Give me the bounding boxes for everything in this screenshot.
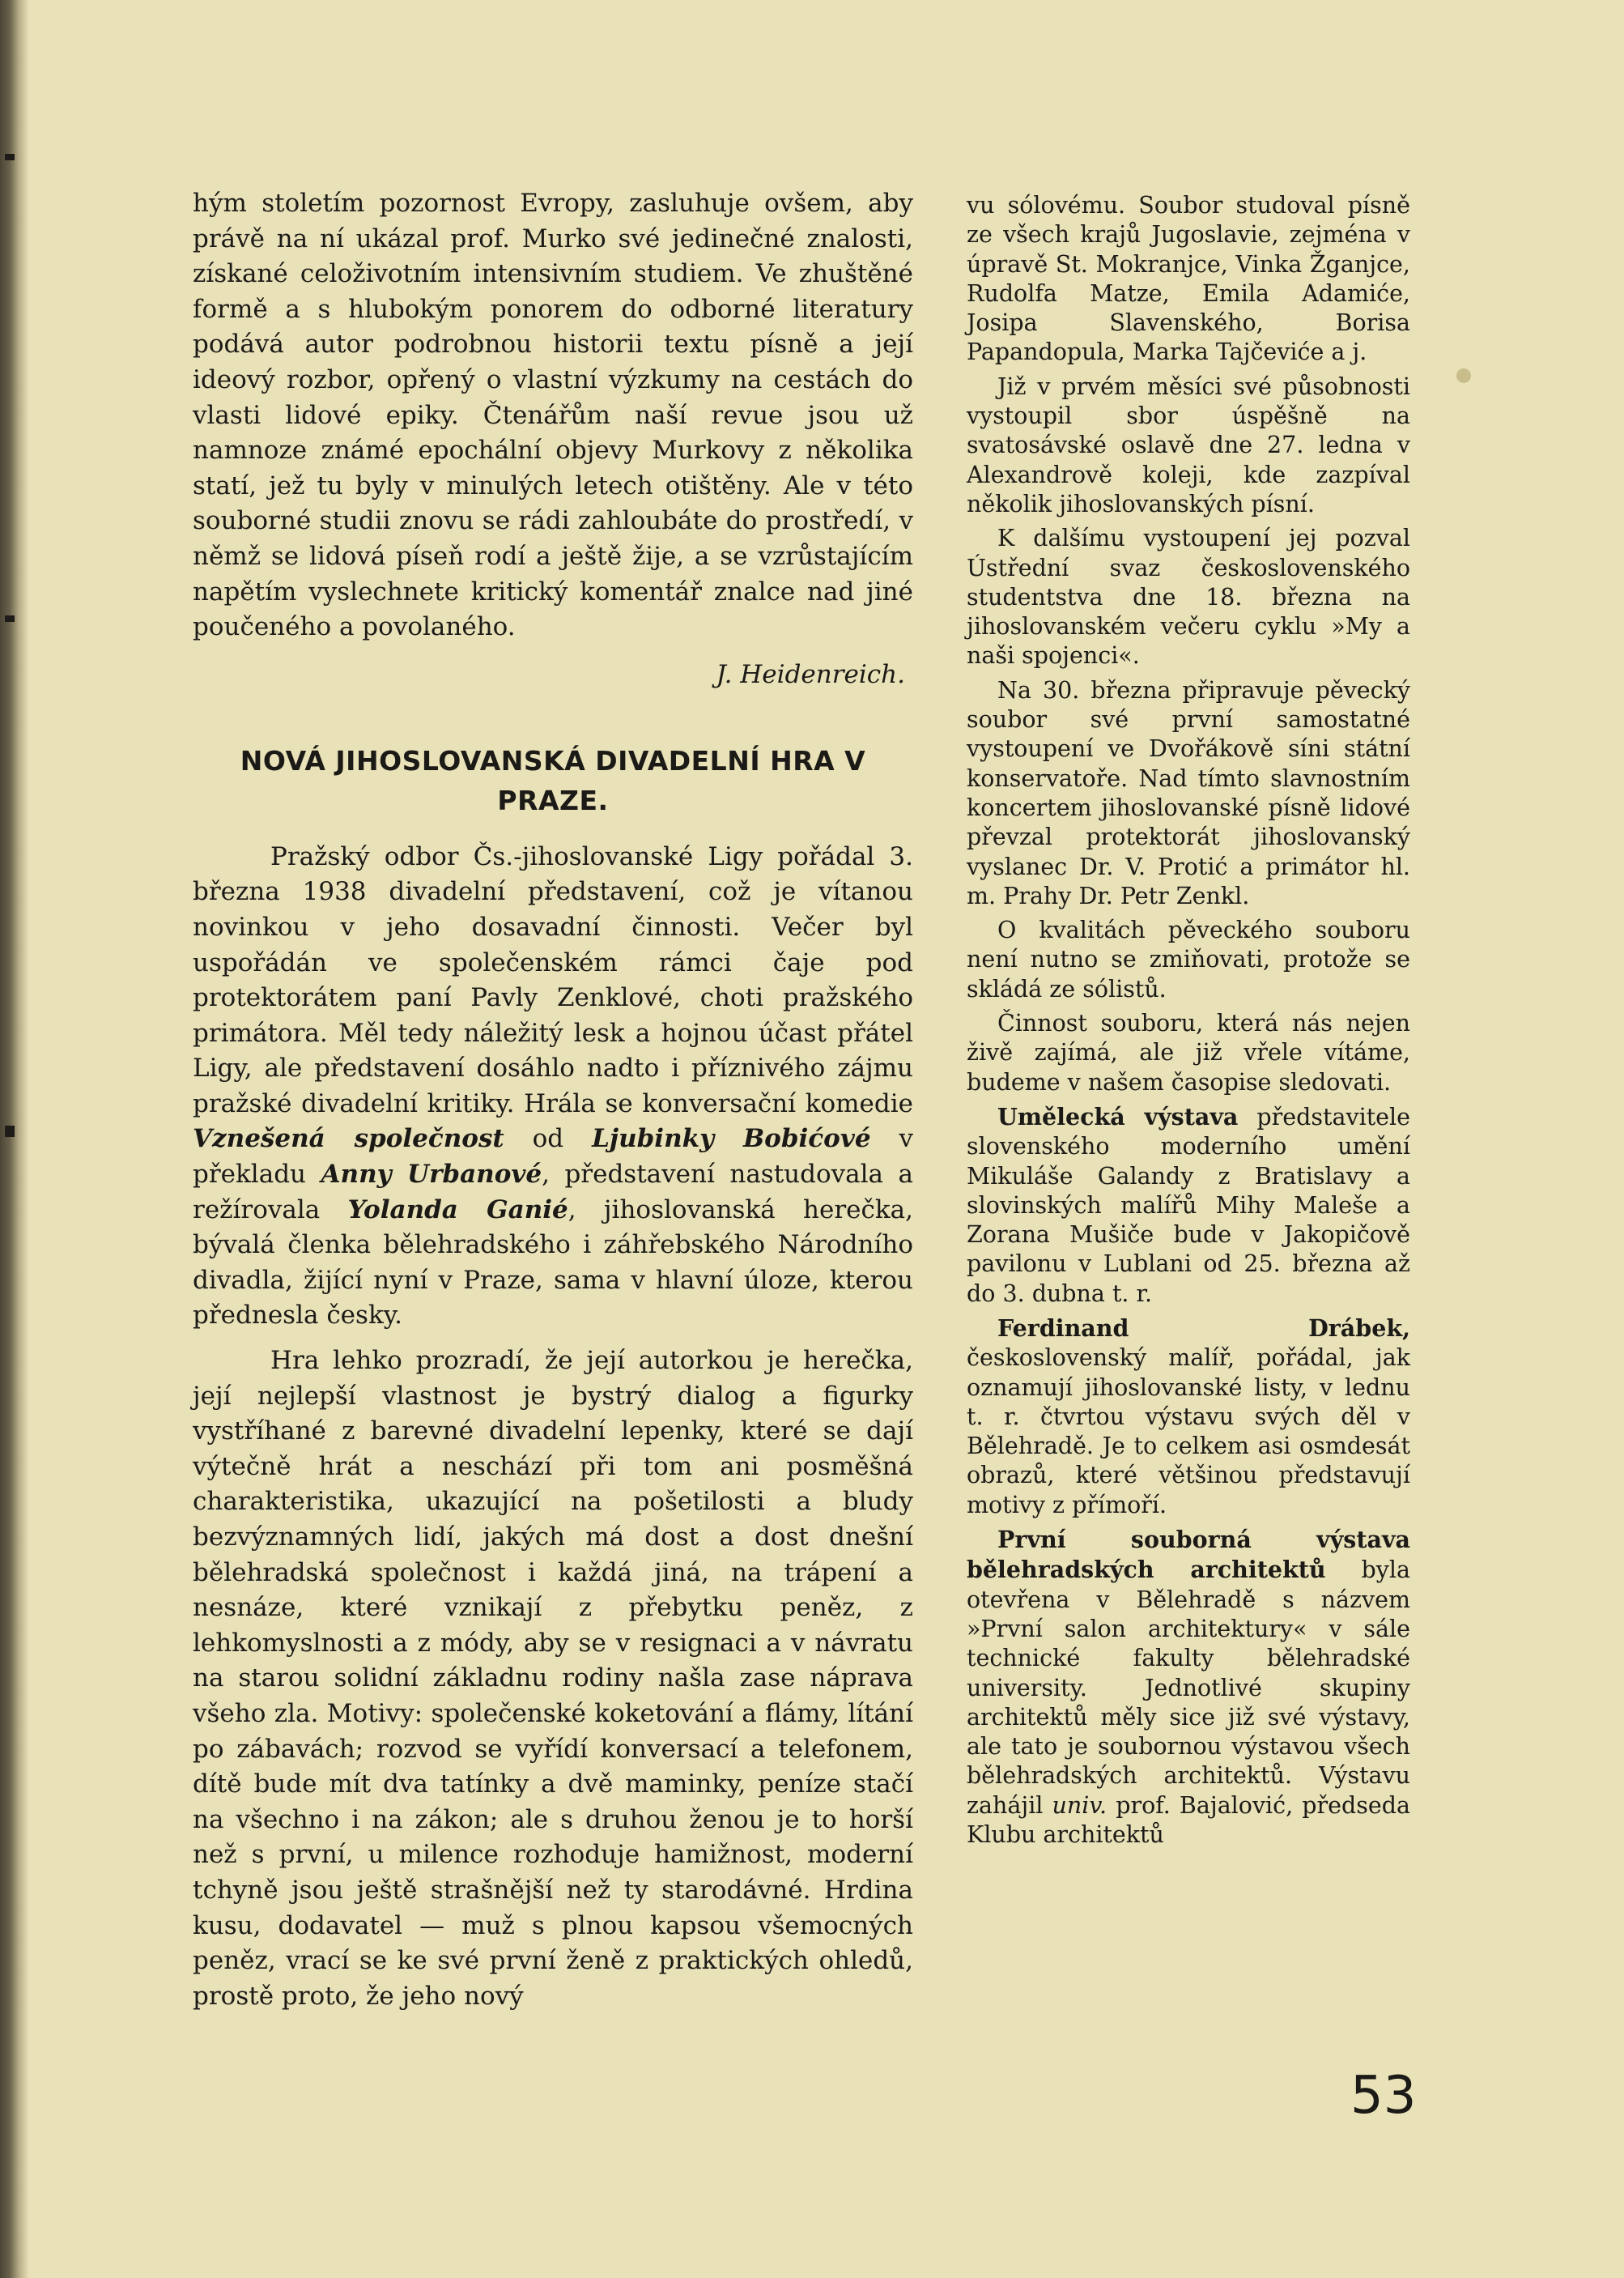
article-heading: NOVÁ JIHOSLOVANSKÁ DIVADELNÍ HRA V PRAZE. xyxy=(240,744,866,816)
translator: Anny Urbanové xyxy=(321,1160,542,1190)
review-paragraph: hým stoletím pozornost Evropy, zasluhuje ovšem, aby právě na ní ukázal prof. Murko své jedinečné znalosti, získané celoživotním intensivním studiem. Ve zhuštěné formě a s hlubokým ponorem do odborné literatury podává autor podrobnou historii textu písně a její ideový rozbor, opřený o vlastní výzkumy na cestách do vlasti lidové epiky. Čtenářům naší revue jsou už namnoze známé epochální objevy Murkovy z několika statí, jež tu byly v minulých letech otištěny. Ale v této souborné studii znovu se rádi zahloubáte do prostředí, v němž se lidová píseň rodí a ještě žije, a se vzrůstajícím napětím vyslechnete kritický komentář znalce nad jiné poučeného a povolaného. xyxy=(193,189,913,642)
news-paragraph: Již v prvém měsíci své působnosti vystoupil sbor úspěšně na svatosávské oslavě dne 27. ledna v Alexandrově koleji, kde zazpíval několik jihoslovanských písní. xyxy=(967,373,1410,517)
edge-mark xyxy=(5,1126,15,1137)
play-title: Vznešená společnost xyxy=(193,1124,504,1154)
painter-paragraph: Ferdinand Drábek, československý malíř, pořádal, jak oznamují jihoslovanské listy, v lednu t. r. čtvrtou výstavu svých děl v Bělehradě. Je to celkem asi osmdesát obrazů, které většinou představují motivy z přímoří. xyxy=(967,1314,1410,1518)
exhibition-paragraph: Umělecká výstava představitele slovenského moderního umění Mikuláše Galandy z Bratislavy a slovinských malířů Mihy Maleše a Zorana Mušiče bude v Jakopičově pavilonu v Lublani od 25. března až do 3. dubna t. r. xyxy=(967,1102,1410,1307)
article-paragraph-2: Hra lehko prozradí, že její autorkou je herečka, její nejlepší vlastnost je bystrý dialog a figurky vystříhané z barevné divadelní lepenky, které se dají výtečně hrát a neschází při tom ani posměšná charakteristika, ukazující na pošetilosti a bludy bezvýznamných lidí, jakých má dost a dost dnešní bělehradská společnost i každá jiná, na trápení a nesnáze, které vznikají z přebytku peněz, z lehkomyslnosti a z módy, aby se v resignaci a v návratu na starou solidní základnu rodiny našla zase náprava všeho zla. Motivy: společenské koketování a flámy, lítání po zábavách; rozvod se vyřídí konversací a telefonem, dítě bude mít dva tatínky a dvě maminky, peníze stačí na všechno i na zákon; ale s druhou ženou je to horší než s první, u milence rozhoduje hamižnost, moderní tchyně jsou ještě strašnější než ty starodávné. Hrdina kusu, dodavatel — muž s plnou kapsou všemocných peněz, vrací se ke své první ženě z praktických ohledů, prostě proto, že jeho nový xyxy=(193,1346,913,2011)
review-signature: J. Heidenreich. xyxy=(716,659,905,689)
architecture-paragraph: První souborná výstava bělehradských architektů byla otevřena v Bělehradě s názvem »První salon architektury« v sále technické fakulty bělehradské university. Jednotlivé skupiny architektů měly sice již své výstavy, ale tato je soubornou výstavou všech bělehradských architektů. Výstavu zahájil univ. prof. Bajalović, předseda Klubu architektů xyxy=(967,1526,1411,1849)
edge-mark xyxy=(5,154,15,160)
director: Yolanda Ganié xyxy=(347,1194,568,1224)
article-paragraph-1: Pražský odbor Čs.-jihoslovanské Ligy pořádal 3. března 1938 divadelní představení, což je vítanou novinkou v jeho dosavadní činnosti. Večer byl uspořádán ve společenském rámci čaje pod protektorátem paní Pavly Zenklové, choti pražského primátora. Měl tedy náležitý lesk a hojnou účast přátel Ligy, ale představení dosáhlo nadto i příznivého zájmu pražské divadelní kritiky. Hrála se konversační komedie Vznešená společnost od Ljubinky Bobićové v překladu Anny Urbanové, představení nastudovala a režírovala Yolanda Ganié, jihoslovanská herečka, bývalá členka bělehradského i záhřebského Národního divadla, žijící nyní v Praze, sama v hlavní úloze, kterou přednesla česky. xyxy=(193,841,913,1331)
paper-spot xyxy=(1456,368,1471,383)
news-paragraph: Činnost souboru, která nás nejen živě zajímá, ale již vřele vítáme, budeme v našem časopise sledovati. xyxy=(967,1010,1410,1096)
news-paragraph: Na 30. března připravuje pěvecký soubor své první samostatné vystoupení ve Dvořákově síni státní konservatoře. Nad tímto slavnostním koncertem jihoslovanské písně lidové převzal protektorát jihoslovanský vyslanec Dr. V. Protić a primátor hl. m. Prahy Dr. Petr Zenkl. xyxy=(967,676,1410,909)
book-spine-shadow xyxy=(0,0,29,2278)
news-paragraph: K dalšímu vystoupení jej pozval Ústřední svaz československého studentstva dne 18. března na jihoslovanském večeru cyklu »My a naši spojenci«. xyxy=(967,525,1410,670)
page-number: 53 xyxy=(1350,2066,1417,2126)
play-author: Ljubinky Bobićové xyxy=(592,1124,871,1154)
news-paragraph: O kvalitách pěveckého souboru není nutno se zmiňovati, protože se skládá ze sólistů. xyxy=(967,917,1410,1003)
left-column xyxy=(193,186,913,2014)
choir-paragraph: vu sólovému. Soubor studoval písně ze všech krajů Jugoslavie, zejména v úpravě St. Mokranjce, Vinka Žganjce, Rudolfa Matze, Emila Adamiće, Josipa Slavenského, Borisa Papandopula, Marka Tajčeviće a j. xyxy=(967,192,1410,366)
edge-mark xyxy=(5,615,15,622)
right-column xyxy=(967,191,1410,1854)
